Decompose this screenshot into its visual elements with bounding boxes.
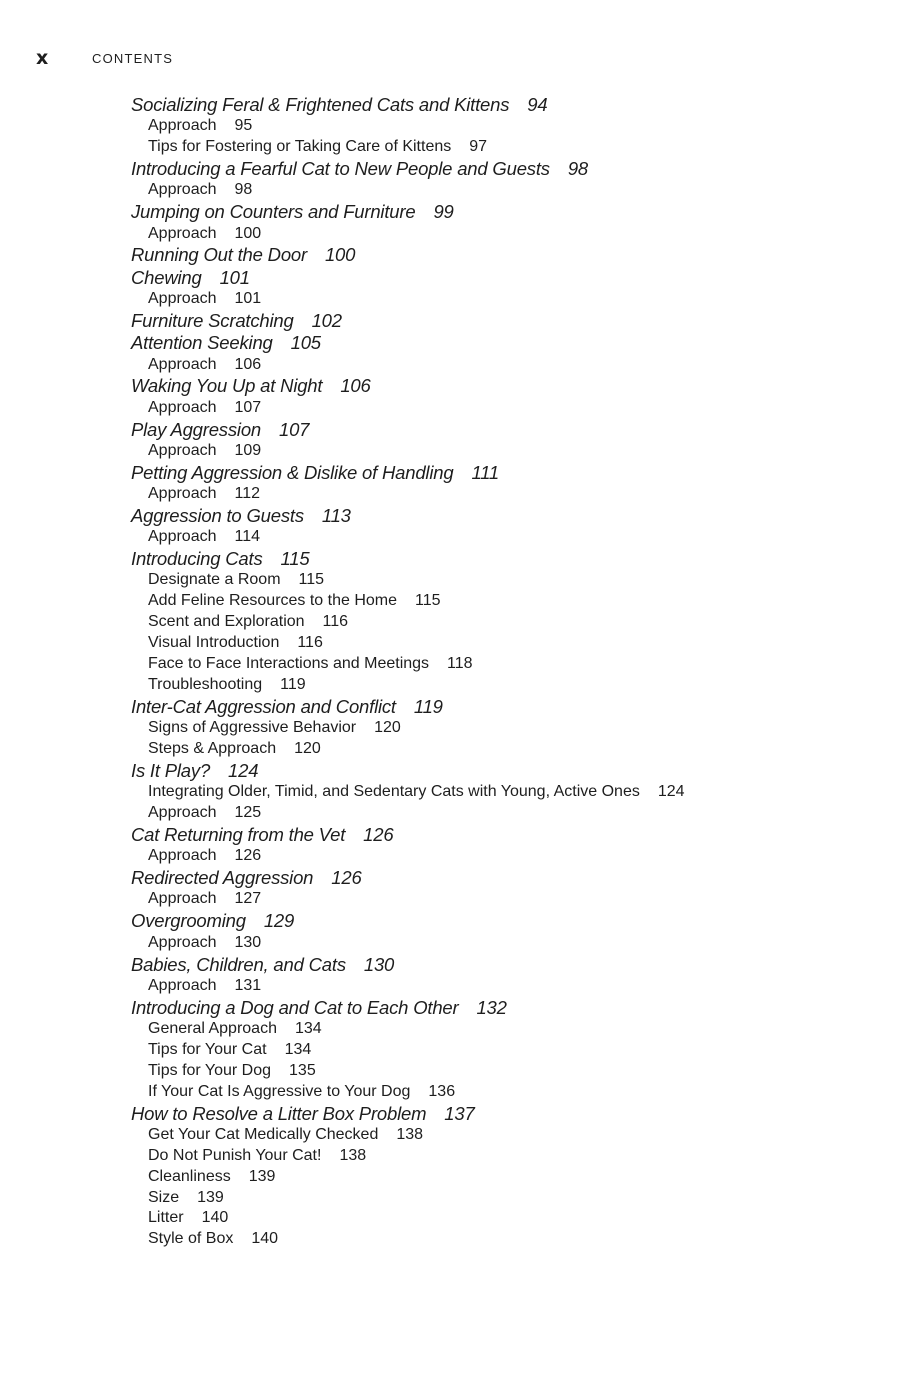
toc-section-entry bbox=[131, 954, 891, 976]
toc-subsection-entry bbox=[131, 591, 891, 612]
toc-section-entry bbox=[131, 824, 891, 846]
toc-entry-title: Cleanliness bbox=[148, 1167, 231, 1185]
toc-subsection-entry bbox=[131, 612, 891, 633]
toc-entry-title: Overgrooming bbox=[131, 910, 246, 932]
toc-subsection-entry bbox=[131, 1188, 891, 1209]
toc-entry-page-number: 98 bbox=[234, 181, 253, 199]
toc-entry-page-number: 102 bbox=[311, 309, 342, 331]
toc-entry-page-number: 119 bbox=[413, 695, 443, 717]
toc-entry-page-number: 109 bbox=[234, 441, 262, 459]
toc-entry-page-number: 139 bbox=[197, 1188, 224, 1206]
toc-entry-page-number: 125 bbox=[234, 804, 262, 822]
toc-section-entry bbox=[131, 201, 891, 223]
toc-subsection-entry bbox=[131, 570, 891, 591]
toc-subsection-entry bbox=[131, 398, 891, 419]
toc-entry-title: Furniture Scratching bbox=[131, 309, 294, 331]
toc-subsection-entry bbox=[131, 675, 891, 696]
toc-entry-page-number: 101 bbox=[234, 290, 262, 308]
toc-entry-title: Approach bbox=[148, 181, 217, 199]
toc-section-entry bbox=[131, 910, 891, 932]
toc-section-entry bbox=[131, 696, 891, 718]
toc-subsection-entry bbox=[131, 739, 891, 760]
toc-entry-page-number: 97 bbox=[469, 138, 488, 156]
toc-entry-page-number: 130 bbox=[363, 953, 395, 975]
toc-entry-page-number: 136 bbox=[428, 1082, 456, 1100]
toc-subsection-entry bbox=[131, 633, 891, 654]
toc-entry-title: Approach bbox=[148, 528, 217, 546]
toc-entry-title: Attention Seeking bbox=[131, 332, 273, 354]
toc-entry-page-number: 126 bbox=[234, 847, 262, 865]
toc-subsection-entry bbox=[131, 976, 891, 997]
toc-entry-title: Running Out the Door bbox=[131, 244, 307, 266]
toc-entry-title: Approach bbox=[148, 847, 217, 865]
toc-section-entry bbox=[131, 419, 891, 441]
toc-section-entry bbox=[131, 310, 891, 332]
toc-entry-page-number: 95 bbox=[234, 117, 253, 135]
toc-entry-title: Is It Play? bbox=[131, 759, 211, 781]
toc-entry-title: Approach bbox=[148, 224, 217, 242]
toc-entry-page-number: 115 bbox=[415, 592, 441, 610]
toc-section-entry bbox=[131, 462, 891, 484]
toc-entry-title: Introducing a Fearful Cat to New People and Guests bbox=[131, 158, 550, 180]
toc-entry-page-number: 131 bbox=[234, 976, 262, 994]
toc-entry-title: Steps & Approach bbox=[148, 740, 277, 757]
toc-subsection-entry bbox=[131, 718, 891, 739]
toc-entry-page-number: 112 bbox=[234, 485, 261, 503]
toc-entry-title: Waking You Up at Night bbox=[131, 375, 323, 397]
toc-entry-title: Size bbox=[148, 1188, 180, 1206]
toc-entry-title: Tips for Your Dog bbox=[148, 1061, 272, 1079]
toc-entry-title: Introducing a Dog and Cat to Each Other bbox=[131, 996, 459, 1018]
toc-entry-page-number: 114 bbox=[234, 528, 261, 546]
toc-entry-page-number: 127 bbox=[234, 890, 262, 908]
toc-entry-title: Approach bbox=[148, 485, 217, 503]
toc-entry-page-number: 107 bbox=[279, 418, 310, 440]
toc-entry-title: Jumping on Counters and Furniture bbox=[131, 201, 416, 223]
toc-entry-title: Add Feline Resources to the Home bbox=[148, 592, 398, 610]
toc-entry-page-number: 139 bbox=[248, 1167, 276, 1185]
toc-entry-title: Do Not Punish Your Cat! bbox=[148, 1146, 322, 1164]
toc-entry-title: Approach bbox=[148, 976, 217, 994]
toc-subsection-entry bbox=[131, 289, 891, 310]
page-folio: x bbox=[36, 47, 49, 69]
toc-entry-page-number: 130 bbox=[234, 933, 262, 951]
toc-entry-title: Tips for Your Cat bbox=[148, 1040, 267, 1058]
toc-subsection-entry bbox=[131, 355, 891, 376]
toc-entry-page-number: 138 bbox=[339, 1146, 367, 1164]
toc-subsection-entry bbox=[131, 933, 891, 954]
toc-entry-page-number: 132 bbox=[476, 996, 507, 1018]
toc-subsection-entry bbox=[131, 1061, 891, 1082]
toc-entry-page-number: 100 bbox=[324, 244, 356, 266]
toc-entry-title: Tips for Fostering or Taking Care of Kittens bbox=[148, 138, 452, 156]
toc-entry-page-number: 119 bbox=[280, 675, 306, 693]
toc-section-entry bbox=[131, 244, 891, 266]
toc-entry-page-number: 120 bbox=[294, 740, 321, 757]
toc-entry-title: Socializing Feral & Frightened Cats and Kittens bbox=[131, 94, 510, 115]
toc-entry-page-number: 107 bbox=[234, 398, 262, 416]
toc-entry-page-number: 120 bbox=[374, 719, 401, 737]
toc-entry-title: Petting Aggression & Dislike of Handling bbox=[131, 461, 454, 483]
toc-entry-title: Approach bbox=[148, 355, 217, 373]
toc-entry-page-number: 116 bbox=[322, 613, 349, 631]
toc-entry-title: Approach bbox=[148, 804, 217, 822]
toc-entry-title: General Approach bbox=[148, 1020, 277, 1038]
toc-entry-page-number: 106 bbox=[234, 355, 262, 373]
toc-subsection-entry bbox=[131, 1167, 891, 1188]
toc-section-entry bbox=[131, 94, 891, 116]
toc-subsection-entry bbox=[131, 846, 891, 867]
toc-entry-page-number: 137 bbox=[444, 1102, 475, 1124]
toc-entry-page-number: 118 bbox=[447, 655, 473, 673]
toc-subsection-entry bbox=[131, 224, 891, 245]
toc-subsection-entry bbox=[131, 803, 891, 824]
running-head: CONTENTS bbox=[92, 51, 174, 66]
toc-entry-page-number: 135 bbox=[289, 1061, 316, 1079]
toc-entry-title: Inter-Cat Aggression and Conflict bbox=[131, 695, 396, 717]
toc-entry-title: If Your Cat Is Aggressive to Your Dog bbox=[148, 1082, 411, 1100]
toc-entry-title: Approach bbox=[148, 290, 217, 308]
toc-entry-page-number: 124 bbox=[657, 783, 685, 801]
toc-entry-title: Visual Introduction bbox=[148, 634, 280, 652]
toc-subsection-entry bbox=[131, 137, 891, 158]
toc-entry-page-number: 94 bbox=[527, 94, 548, 115]
toc-entry-title: Approach bbox=[148, 890, 217, 908]
toc-entry-page-number: 106 bbox=[340, 375, 371, 397]
toc-entry-title: Litter bbox=[148, 1209, 184, 1227]
toc-entry-page-number: 124 bbox=[228, 759, 259, 781]
toc-subsection-entry bbox=[131, 1125, 891, 1146]
toc-subsection-entry bbox=[131, 1082, 891, 1103]
toc-entry-title: Integrating Older, Timid, and Sedentary Cats with Young, Active Ones bbox=[148, 783, 640, 801]
toc-section-entry bbox=[131, 548, 891, 570]
toc-entry-page-number: 140 bbox=[201, 1209, 229, 1227]
toc-entry-page-number: 100 bbox=[234, 224, 262, 242]
toc-section-entry bbox=[131, 867, 891, 889]
toc-section-entry bbox=[131, 267, 891, 289]
toc-subsection-entry bbox=[131, 1229, 891, 1250]
toc-subsection-entry bbox=[131, 441, 891, 462]
toc-subsection-entry bbox=[131, 1019, 891, 1040]
table-of-contents bbox=[131, 94, 891, 1250]
toc-entry-page-number: 115 bbox=[298, 571, 325, 589]
toc-entry-title: Get Your Cat Medically Checked bbox=[148, 1125, 379, 1143]
toc-section-entry bbox=[131, 332, 891, 354]
toc-subsection-entry bbox=[131, 527, 891, 548]
toc-subsection-entry bbox=[131, 889, 891, 910]
toc-entry-page-number: 116 bbox=[297, 634, 323, 652]
toc-section-entry bbox=[131, 1103, 891, 1125]
toc-entry-title: Aggression to Guests bbox=[131, 504, 304, 526]
toc-section-entry bbox=[131, 505, 891, 527]
toc-section-entry bbox=[131, 375, 891, 397]
toc-entry-title: Chewing bbox=[131, 266, 202, 288]
toc-entry-title: Signs of Aggressive Behavior bbox=[148, 719, 357, 737]
toc-section-entry bbox=[131, 760, 891, 782]
toc-entry-page-number: 134 bbox=[284, 1040, 312, 1058]
toc-entry-title: How to Resolve a Litter Box Problem bbox=[131, 1102, 427, 1124]
toc-subsection-entry bbox=[131, 1208, 891, 1229]
toc-entry-title: Introducing Cats bbox=[131, 548, 263, 570]
toc-entry-title: Scent and Exploration bbox=[148, 613, 305, 631]
toc-entry-page-number: 113 bbox=[321, 504, 351, 526]
toc-entry-title: Troubleshooting bbox=[148, 675, 263, 693]
toc-entry-page-number: 99 bbox=[433, 201, 454, 223]
toc-subsection-entry bbox=[131, 484, 891, 505]
toc-entry-page-number: 101 bbox=[219, 266, 250, 288]
toc-entry-title: Approach bbox=[148, 441, 217, 459]
toc-entry-page-number: 129 bbox=[263, 910, 295, 932]
toc-entry-title: Style of Box bbox=[148, 1230, 234, 1248]
toc-entry-title: Redirected Aggression bbox=[131, 867, 314, 889]
toc-entry-page-number: 115 bbox=[280, 548, 310, 570]
toc-subsection-entry bbox=[131, 782, 891, 803]
toc-entry-page-number: 140 bbox=[251, 1230, 279, 1248]
toc-entry-page-number: 98 bbox=[567, 158, 589, 180]
toc-entry-title: Face to Face Interactions and Meetings bbox=[148, 655, 430, 673]
toc-entry-page-number: 126 bbox=[363, 823, 394, 845]
toc-entry-page-number: 134 bbox=[294, 1020, 322, 1038]
toc-subsection-entry bbox=[131, 116, 891, 137]
toc-entry-page-number: 111 bbox=[471, 461, 499, 483]
toc-subsection-entry bbox=[131, 1146, 891, 1167]
toc-entry-title: Approach bbox=[148, 933, 217, 951]
toc-entry-title: Designate a Room bbox=[148, 571, 281, 589]
toc-entry-page-number: 138 bbox=[396, 1125, 424, 1143]
toc-entry-page-number: 105 bbox=[290, 332, 321, 354]
toc-entry-title: Approach bbox=[148, 398, 217, 416]
toc-entry-title: Approach bbox=[148, 117, 217, 135]
toc-entry-title: Babies, Children, and Cats bbox=[131, 953, 346, 975]
toc-subsection-entry bbox=[131, 1040, 891, 1061]
toc-entry-page-number: 126 bbox=[331, 867, 362, 889]
toc-subsection-entry bbox=[131, 654, 891, 675]
toc-section-entry bbox=[131, 158, 891, 180]
toc-subsection-entry bbox=[131, 180, 891, 201]
toc-entry-title: Cat Returning from the Vet bbox=[131, 823, 346, 845]
toc-entry-title: Play Aggression bbox=[131, 418, 261, 440]
toc-section-entry bbox=[131, 997, 891, 1019]
